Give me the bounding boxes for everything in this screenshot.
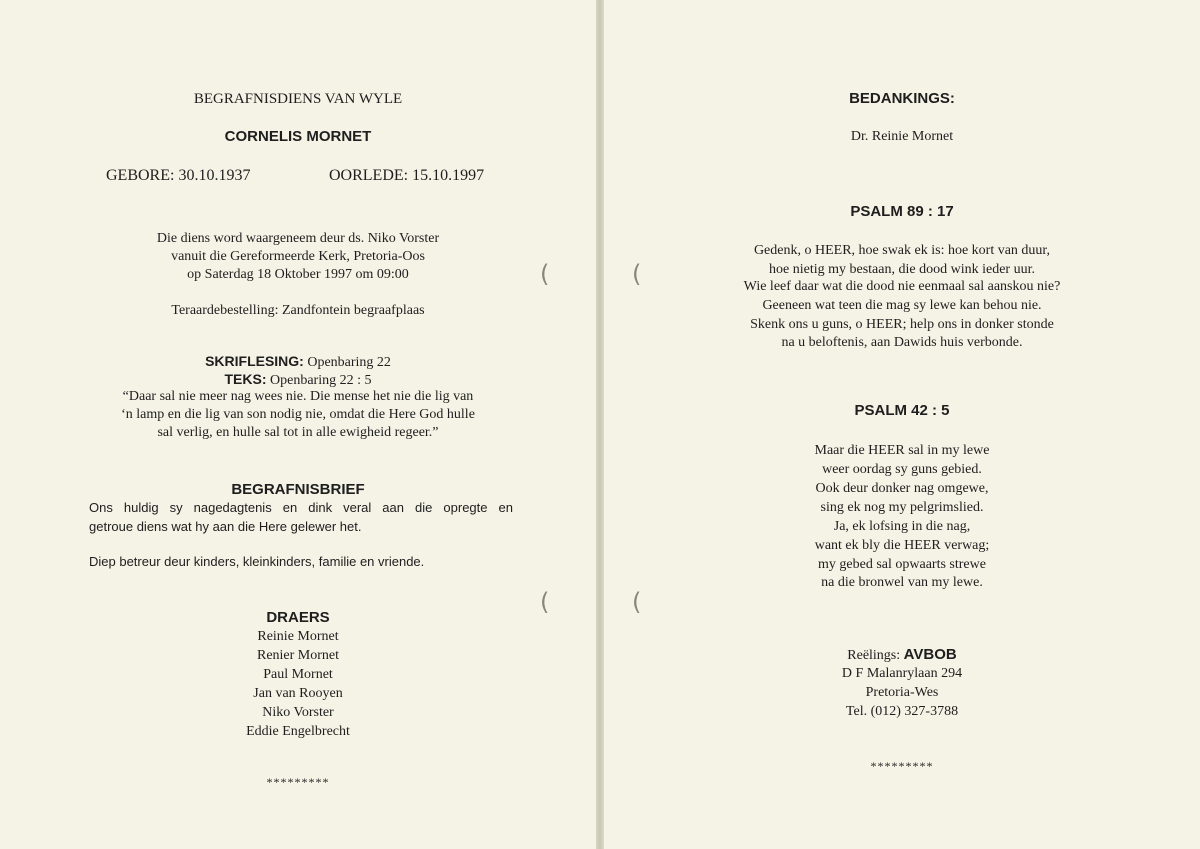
punch-hole-mark: ( (540, 588, 550, 616)
mourners-line: Diep betreur deur kinders, kleinkinders, familie en vriende. (89, 554, 425, 569)
funeral-letter-line-2: getroue diens wat hy aan die Here gelewer het. (89, 519, 362, 534)
funeral-letter-line-1: Ons huldig sy nagedagtenis en dink veral aan die opregte en (89, 500, 513, 515)
psalm-89-line: Wie leef daar wat die dood nie eenmaal sal aanskou nie? (743, 279, 1061, 294)
deceased-name: CORNELIS MORNET (224, 128, 372, 145)
psalm-89-heading: PSALM 89 : 17 (850, 203, 954, 220)
left-page (0, 0, 596, 849)
psalm-42-line: Ja, ek lofsing in die nag, (833, 519, 971, 534)
service-line-3: op Saterdag 18 Oktober 1997 om 09:00 (187, 267, 409, 282)
psalm-42-line: sing ek nog my pelgrimslied. (820, 500, 984, 515)
page-fold (596, 0, 604, 849)
bearer: Reinie Mornet (257, 629, 339, 644)
service-line-2: vanuit die Gereformeerde Kerk, Pretoria-Oos (171, 249, 425, 264)
psalm-42-heading: PSALM 42 : 5 (854, 402, 950, 419)
quote-line-2: ‘n lamp en die lig van son nodig nie, omdat die Here God hulle (121, 407, 475, 422)
scripture-reading-value: Openbaring 22 (307, 355, 391, 370)
scripture-reading (0, 352, 596, 372)
arrangements-label: Reëlings: (847, 648, 901, 663)
burial-line: Teraardebestelling: Zandfontein begraafplaas (171, 303, 425, 318)
birth-date: GEBORE: 30.10.1937 (106, 167, 251, 184)
closing-stars: ********* (870, 759, 934, 773)
sermon-text-label: TEKS: (224, 371, 267, 387)
sermon-text (0, 370, 596, 390)
punch-hole-mark: ( (632, 260, 642, 288)
right-page (604, 0, 1200, 849)
bearer: Jan van Rooyen (253, 686, 343, 701)
address-line: Tel. (012) 327-3788 (845, 704, 959, 719)
quote-line-1: “Daar sal nie meer nag wees nie. Die mense het nie die lig van (122, 389, 474, 404)
psalm-42-line: Ook deur donker nag omgewe, (815, 481, 989, 496)
service-line-1: Die diens word waargeneem deur ds. Niko Vorster (156, 231, 440, 246)
psalm-42-line: Maar die HEER sal in my lewe (814, 443, 990, 458)
thanks-heading: BEDANKINGS: (849, 90, 955, 107)
punch-hole-mark: ( (632, 588, 642, 616)
psalm-42-line: my gebed sal opwaarts strewe (818, 557, 986, 572)
quote-line-3: sal verlig, en hulle sal tot in alle ewigheid regeer.” (157, 425, 439, 440)
bearer: Renier Mornet (256, 648, 340, 663)
psalm-89-line: Skenk ons u guns, o HEER; help ons in donker stonde (750, 317, 1054, 332)
psalm-42-line: na die bronwel van my lewe. (821, 575, 983, 590)
closing-stars: ********* (266, 775, 330, 789)
scripture-reading-label: SKRIFLESING: (205, 353, 304, 369)
psalm-89-line: Gedenk, o HEER, hoe swak ek is: hoe kort van duur, (753, 243, 1051, 258)
address-line: Pretoria-Wes (865, 685, 939, 700)
psalm-89-line: hoe nietig my bestaan, die dood wink ieder uur. (769, 262, 1035, 277)
funeral-letter-heading: BEGRAFNISBRIEF (231, 481, 365, 498)
punch-hole-mark: ( (540, 260, 550, 288)
sermon-text-value: Openbaring 22 : 5 (270, 373, 372, 388)
psalm-42-line: want ek bly die HEER verwag; (814, 538, 990, 553)
funeral-company-name: AVBOB (903, 646, 957, 663)
arrangements-line (604, 646, 1200, 665)
address-line: D F Malanrylaan 294 (841, 666, 963, 681)
bearer: Paul Mornet (263, 667, 333, 682)
service-title: BEGRAFNISDIENS VAN WYLE (193, 91, 403, 107)
psalm-89-line: na u beloftenis, aan Dawids huis verbonde. (781, 335, 1023, 350)
bearer: Niko Vorster (262, 705, 334, 720)
bearers-heading: DRAERS (266, 609, 330, 626)
death-date: OORLEDE: 15.10.1997 (329, 167, 485, 184)
psalm-42-line: weer oordag sy guns gebied. (822, 462, 982, 477)
psalm-89-line: Geeneen wat teen die mag sy lewe kan behou nie. (762, 298, 1042, 313)
thanks-name: Dr. Reinie Mornet (850, 129, 954, 144)
bearer: Eddie Engelbrecht (246, 724, 350, 739)
